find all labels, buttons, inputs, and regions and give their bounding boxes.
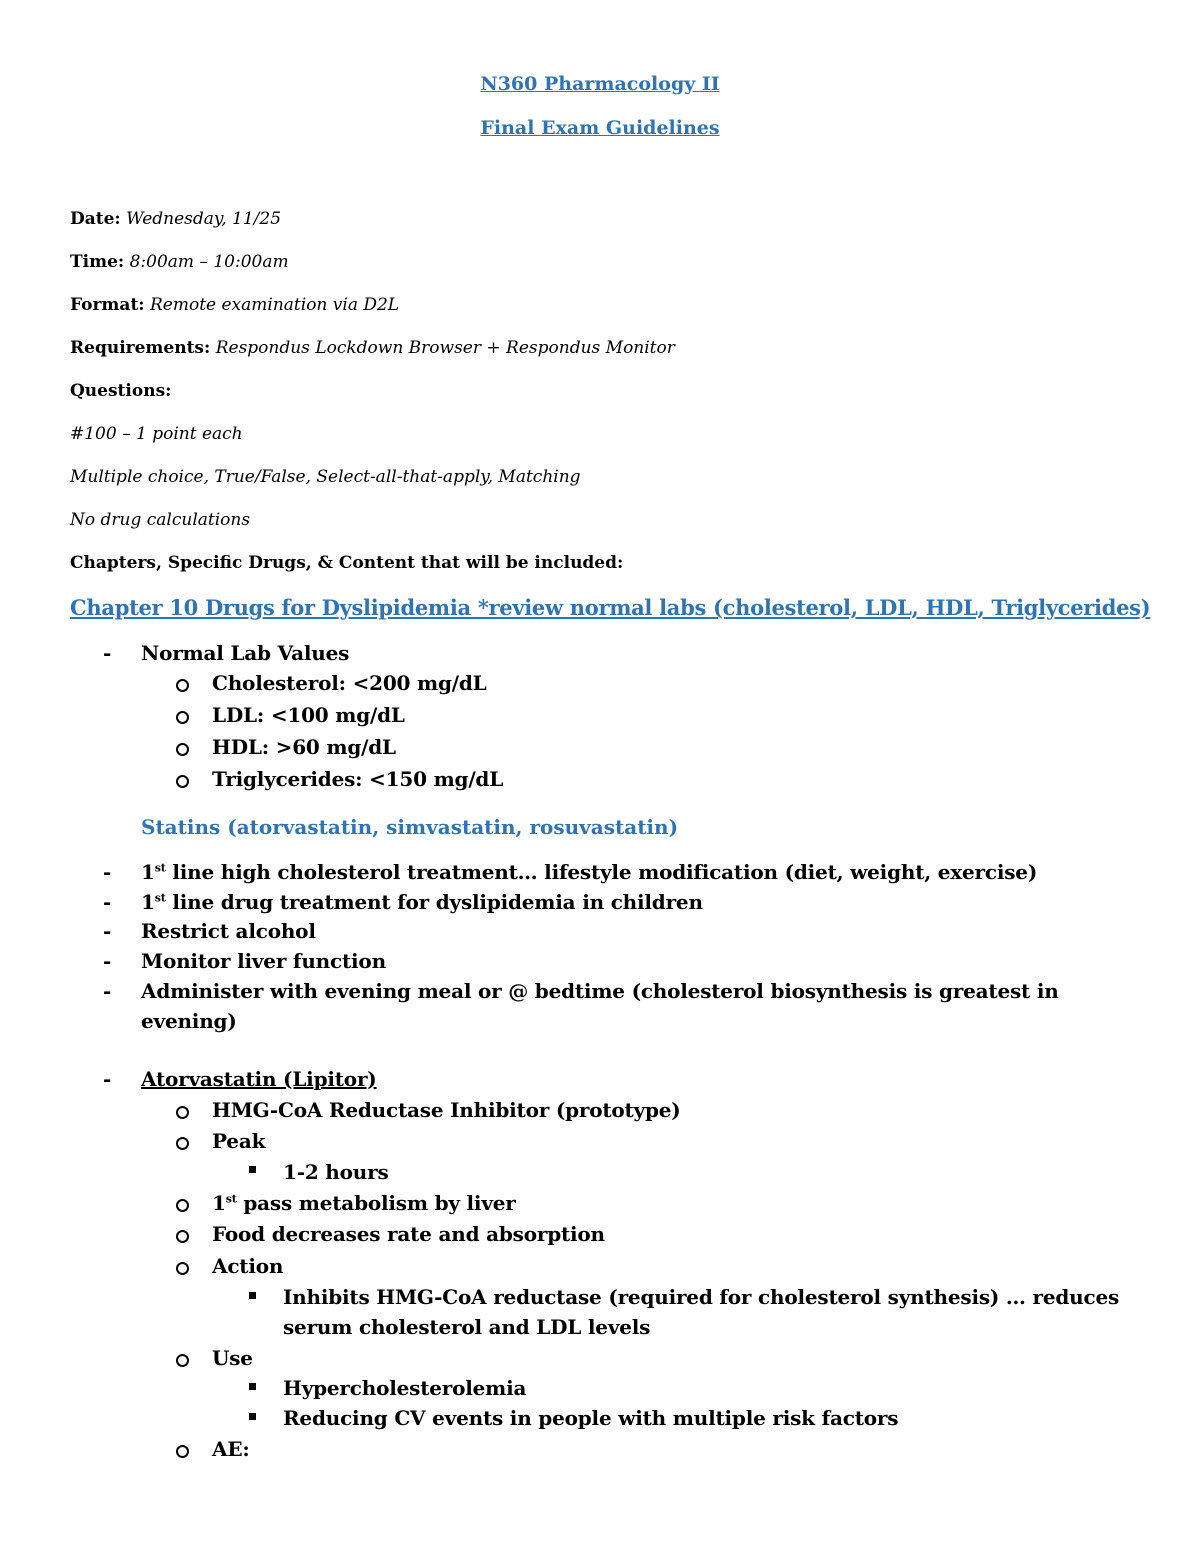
circle-bullet xyxy=(176,743,189,756)
peak-value: 1-2 hours xyxy=(283,1160,389,1184)
use-label: Use xyxy=(212,1346,253,1370)
ordinal-suffix: st xyxy=(225,1192,237,1206)
peak-label: Peak xyxy=(212,1129,266,1153)
time-line xyxy=(70,252,289,272)
dash-bullet: - xyxy=(103,979,112,1003)
format-value: Remote examination via D2L xyxy=(149,295,400,315)
statins-point-alcohol: Restrict alcohol xyxy=(141,919,316,943)
circle-bullet xyxy=(176,1262,189,1275)
content-heading: Chapters, Specific Drugs, & Content that will be included: xyxy=(70,553,624,573)
date-label: Date: xyxy=(70,209,121,229)
ordinal-suffix: st xyxy=(154,861,166,875)
circle-bullet xyxy=(176,679,189,692)
statins-point-first-line-treatment xyxy=(141,860,1037,884)
action-label: Action xyxy=(212,1254,284,1278)
statins-point-administer-line2: evening) xyxy=(141,1009,237,1033)
document-title: N360 Pharmacology II xyxy=(480,73,720,95)
time-label: Time: xyxy=(70,252,125,272)
questions-count: #100 – 1 point each xyxy=(70,424,243,444)
drug-class: HMG-CoA Reductase Inhibitor (prototype) xyxy=(212,1098,681,1122)
square-bullet xyxy=(249,1292,256,1299)
action-line2: serum cholesterol and LDL levels xyxy=(283,1315,651,1339)
point-text: pass metabolism by liver xyxy=(236,1191,516,1215)
dash-bullet: - xyxy=(103,860,112,884)
dash-bullet: - xyxy=(103,1067,112,1091)
circle-bullet xyxy=(176,1199,189,1212)
statins-point-administer-line1: Administer with evening meal or @ bedtime (cholesterol biosynthesis is greatest in xyxy=(141,979,1059,1003)
lab-value-triglycerides: Triglycerides: <150 mg/dL xyxy=(212,767,504,791)
circle-bullet xyxy=(176,1137,189,1150)
requirements-label: Requirements: xyxy=(70,338,211,358)
document-subtitle: Final Exam Guidelines xyxy=(480,117,720,139)
use-item-hypercholesterolemia: Hypercholesterolemia xyxy=(283,1376,527,1400)
action-line1: Inhibits HMG-CoA reductase (required for cholesterol synthesis) … reduces xyxy=(283,1285,1120,1309)
lab-value-ldl: LDL: <100 mg/dL xyxy=(212,703,405,727)
statins-point-children xyxy=(141,890,703,914)
dash-bullet: - xyxy=(103,919,112,943)
questions-note: No drug calculations xyxy=(70,510,251,530)
circle-bullet xyxy=(176,1354,189,1367)
drug-name: Atorvastatin (Lipitor) xyxy=(141,1067,377,1091)
chapter-heading: Chapter 10 Drugs for Dyslipidemia *review normal labs (cholesterol, LDL, HDL, Triglycerides) xyxy=(70,595,1151,620)
circle-bullet xyxy=(176,1445,189,1458)
use-item-cv-events: Reducing CV events in people with multiple risk factors xyxy=(283,1406,899,1430)
requirements-value: Respondus Lockdown Browser + Respondus Monitor xyxy=(215,338,675,358)
time-value: 8:00am – 10:00am xyxy=(129,252,289,272)
point-text: line high cholesterol treatment… lifestyle modification (diet, weight, exercise) xyxy=(165,860,1038,884)
ae-label: AE: xyxy=(212,1437,250,1461)
dash-bullet: - xyxy=(103,949,112,973)
circle-bullet xyxy=(176,711,189,724)
circle-bullet xyxy=(176,1230,189,1243)
lab-value-hdl: HDL: >60 mg/dL xyxy=(212,735,396,759)
circle-bullet xyxy=(176,775,189,788)
square-bullet xyxy=(249,1383,256,1390)
questions-types: Multiple choice, True/False, Select-all-that-apply, Matching xyxy=(70,467,581,487)
circle-bullet xyxy=(176,1106,189,1119)
dash-bullet: - xyxy=(103,641,112,665)
statins-heading: Statins (atorvastatin, simvastatin, rosuvastatin) xyxy=(141,815,679,839)
format-label: Format: xyxy=(70,295,145,315)
requirements-line xyxy=(70,338,675,358)
statins-point-liver: Monitor liver function xyxy=(141,949,386,973)
lab-value-cholesterol: Cholesterol: <200 mg/dL xyxy=(212,671,487,695)
normal-labs-title: Normal Lab Values xyxy=(141,641,350,665)
date-line xyxy=(70,209,281,229)
ordinal-number: 1 xyxy=(141,890,155,914)
dash-bullet: - xyxy=(103,890,112,914)
metabolism xyxy=(212,1191,516,1215)
square-bullet xyxy=(249,1166,256,1173)
square-bullet xyxy=(249,1413,256,1420)
food-effect: Food decreases rate and absorption xyxy=(212,1222,605,1246)
date-value: Wednesday, 11/25 xyxy=(126,209,282,229)
questions-label: Questions: xyxy=(70,381,172,401)
format-line xyxy=(70,295,399,315)
ordinal-number: 1 xyxy=(212,1191,226,1215)
point-text: line drug treatment for dyslipidemia in children xyxy=(165,890,703,914)
ordinal-number: 1 xyxy=(141,860,155,884)
ordinal-suffix: st xyxy=(154,891,166,905)
